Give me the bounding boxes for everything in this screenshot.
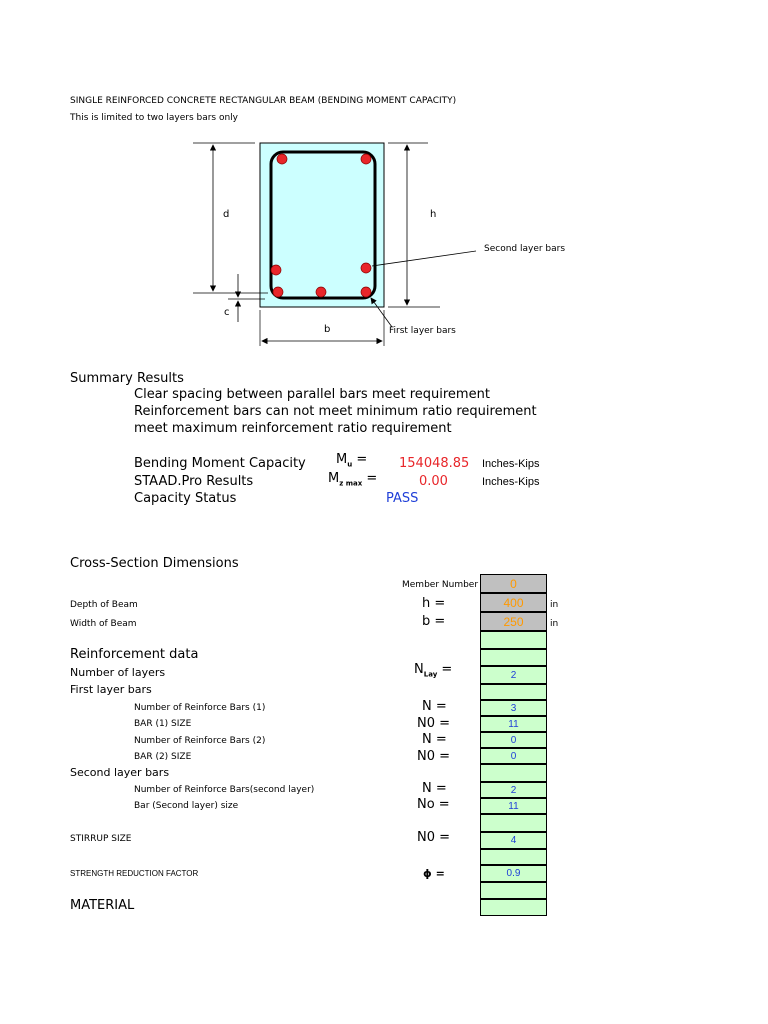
- bending-moment-value: 154048.85: [399, 456, 470, 471]
- top-right-bar: [361, 154, 371, 164]
- phi-symbol: ϕ =: [423, 867, 445, 880]
- n2-label: Number of Reinforce Bars (2): [134, 736, 266, 746]
- stirrup-size-label: STIRRUP SIZE: [70, 834, 132, 844]
- c-label: c: [224, 307, 230, 318]
- bar1-size-symbol: N0 =: [417, 716, 451, 731]
- stirrup-size-cell[interactable]: 4: [480, 832, 547, 849]
- summary-line-1: Clear spacing between parallel bars meet requirement: [134, 387, 490, 402]
- n3-symbol: N =: [422, 781, 447, 796]
- second-layer-bars-label: Second layer bars: [484, 244, 566, 254]
- member-number-cell[interactable]: 0: [480, 574, 547, 593]
- bending-moment-unit: Inches-Kips: [482, 458, 540, 470]
- material-heading: MATERIAL: [70, 898, 135, 913]
- bar3-size-label: Bar (Second layer) size: [134, 801, 239, 811]
- bar2-size-symbol: N0 =: [417, 749, 451, 764]
- blank-cell[interactable]: [480, 849, 547, 865]
- page-subtitle: This is limited to two layers bars only: [70, 113, 239, 123]
- blank-cell[interactable]: [480, 631, 547, 649]
- page-title: SINGLE REINFORCED CONCRETE RECTANGULAR BEAM (BENDING MOMENT CAPACITY): [70, 96, 457, 106]
- n1-symbol: N =: [422, 699, 447, 714]
- bending-moment-label: Bending Moment Capacity: [134, 456, 306, 471]
- staad-results-label: STAAD.Pro Results: [134, 474, 254, 489]
- depth-of-beam-label: Depth of Beam: [70, 600, 138, 610]
- capacity-status-label: Capacity Status: [134, 491, 237, 506]
- blank-cell[interactable]: [480, 899, 547, 916]
- n2-cell[interactable]: 0: [480, 732, 547, 748]
- stirrup-size-symbol: N0 =: [417, 830, 451, 845]
- h-label: h: [430, 209, 437, 220]
- n3-label: Number of Reinforce Bars(second layer): [134, 785, 315, 795]
- width-cell[interactable]: 250: [480, 612, 547, 631]
- cross-section-heading: Cross-Section Dimensions: [70, 556, 239, 571]
- strength-reduction-factor-label: STRENGTH REDUCTION FACTOR: [70, 869, 199, 878]
- concrete-section: [260, 143, 384, 307]
- staad-results-symbol: $M_{z max}$ =: [328, 471, 378, 488]
- bending-moment-symbol: $M_u$ =: [336, 452, 368, 469]
- number-of-layers-label: Number of layers: [70, 666, 166, 679]
- second-layer-left-bar: [271, 265, 281, 275]
- bar1-size-cell[interactable]: 11: [480, 716, 547, 732]
- n1-cell[interactable]: 3: [480, 700, 547, 716]
- blank-cell[interactable]: [480, 814, 547, 832]
- bar3-size-symbol: No =: [417, 797, 450, 812]
- second-layer-heading: Second layer bars: [70, 766, 170, 779]
- capacity-status-value: PASS: [386, 491, 419, 506]
- bar3-size-cell[interactable]: 11: [480, 798, 547, 814]
- member-number-label: Member Number: [402, 580, 479, 590]
- summary-line-2: Reinforcement bars can not meet minimum ratio requirement: [134, 404, 537, 419]
- staad-results-unit: Inches-Kips: [482, 476, 540, 488]
- b-label: b: [324, 324, 331, 335]
- first-layer-left-bar: [273, 287, 283, 297]
- top-left-bar: [277, 154, 287, 164]
- depth-symbol: h =: [422, 596, 446, 611]
- blank-cell[interactable]: [480, 684, 547, 700]
- second-layer-right-bar: [361, 263, 371, 273]
- bar2-size-cell[interactable]: 0: [480, 748, 547, 764]
- width-of-beam-label: Width of Beam: [70, 619, 137, 629]
- width-symbol: b =: [422, 614, 446, 629]
- n1-label: Number of Reinforce Bars (1): [134, 703, 266, 713]
- summary-heading: Summary Results: [70, 371, 184, 386]
- second-layer-leader: [372, 251, 476, 266]
- first-layer-heading: First layer bars: [70, 683, 152, 696]
- number-of-layers-symbol: $N_{Lay}$ =: [414, 662, 453, 679]
- bar2-size-label: BAR (2) SIZE: [134, 752, 192, 762]
- summary-line-3: meet maximum reinforcement ratio requirement: [134, 421, 452, 436]
- n2-symbol: N =: [422, 732, 447, 747]
- reinforcement-heading: Reinforcement data: [70, 647, 199, 662]
- number-of-layers-cell[interactable]: 2: [480, 666, 547, 684]
- blank-cell[interactable]: [480, 649, 547, 666]
- first-layer-middle-bar: [316, 287, 326, 297]
- beam-cross-section-diagram: [0, 0, 768, 360]
- first-layer-right-bar: [361, 287, 371, 297]
- phi-cell[interactable]: 0.9: [480, 865, 547, 882]
- blank-cell[interactable]: [480, 882, 547, 899]
- depth-unit: in: [550, 600, 559, 610]
- staad-results-value: 0.00: [419, 474, 448, 489]
- n3-cell[interactable]: 2: [480, 782, 547, 798]
- width-unit: in: [550, 619, 559, 629]
- depth-cell[interactable]: 400: [480, 593, 547, 612]
- bar1-size-label: BAR (1) SIZE: [134, 719, 192, 729]
- d-label: d: [223, 209, 230, 220]
- first-layer-bars-label: First layer bars: [389, 326, 456, 336]
- blank-cell[interactable]: [480, 764, 547, 782]
